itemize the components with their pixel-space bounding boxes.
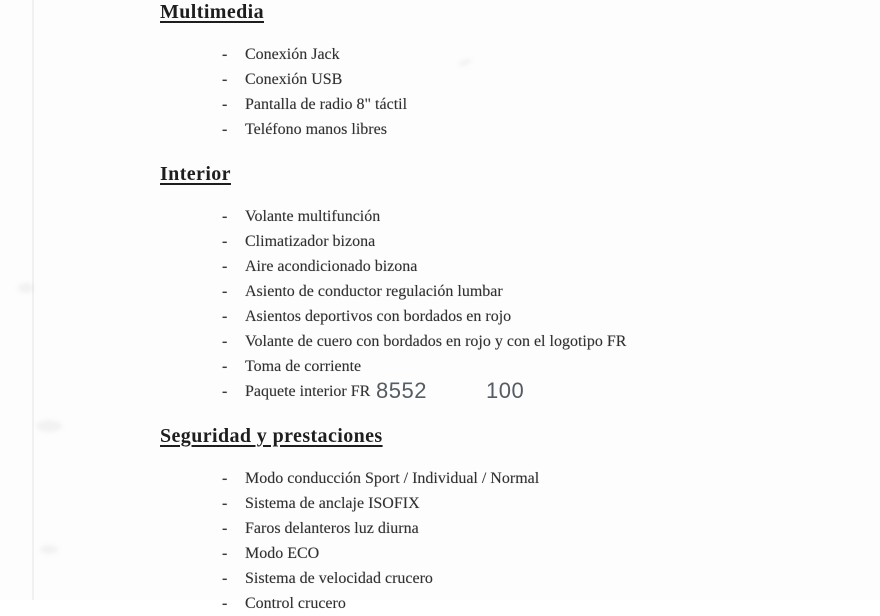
list-item xyxy=(160,42,740,67)
dash-bullet-icon: - xyxy=(222,208,228,225)
list-item-label: Teléfono manos libres xyxy=(245,121,387,138)
list-item xyxy=(160,566,740,591)
list-item-label: Paquete interior FR xyxy=(245,383,371,400)
dash-bullet-icon: - xyxy=(222,308,228,325)
dash-bullet-icon: - xyxy=(222,570,228,587)
scan-artifact-smudge xyxy=(40,545,58,554)
list-item-label: Sistema de anclaje ISOFIX xyxy=(245,495,420,512)
dash-bullet-icon: - xyxy=(222,283,228,300)
dash-bullet-icon: - xyxy=(222,121,228,138)
section-item-list xyxy=(160,202,740,404)
list-item xyxy=(160,516,740,541)
list-item-label: Conexión Jack xyxy=(245,46,340,63)
dash-bullet-icon: - xyxy=(222,258,228,275)
list-item-label: Asiento de conductor regulación lumbar xyxy=(245,283,503,300)
list-item xyxy=(160,354,740,379)
list-item-label: Toma de corriente xyxy=(245,358,362,375)
dash-bullet-icon: - xyxy=(222,358,228,375)
document-section xyxy=(160,0,740,142)
dash-bullet-icon: - xyxy=(222,46,228,63)
list-item-label: Aire acondicionado bizona xyxy=(245,258,418,275)
list-item xyxy=(160,329,740,354)
list-item xyxy=(160,491,740,516)
scan-artifact-smudge xyxy=(18,283,34,293)
document-section xyxy=(160,424,740,616)
list-item xyxy=(160,466,740,491)
list-item xyxy=(160,279,740,304)
scan-artifact-smudge xyxy=(36,420,62,432)
dash-bullet-icon: - xyxy=(222,233,228,250)
list-item-label: Volante multifunción xyxy=(245,208,381,225)
document-section xyxy=(160,162,740,404)
list-item-label: Climatizador bizona xyxy=(245,233,376,250)
list-item xyxy=(160,304,740,329)
dash-bullet-icon: - xyxy=(222,383,228,400)
dash-bullet-icon: - xyxy=(222,495,228,512)
list-item xyxy=(160,229,740,254)
dash-bullet-icon: - xyxy=(222,545,228,562)
list-item xyxy=(160,254,740,279)
list-item-label: Modo ECO xyxy=(245,545,320,562)
list-item xyxy=(160,67,740,92)
dash-bullet-icon: - xyxy=(222,470,228,487)
dash-bullet-icon: - xyxy=(222,333,228,350)
list-item xyxy=(160,379,740,404)
list-item-label: Asientos deportivos con bordados en rojo xyxy=(245,308,512,325)
section-heading: Seguridad y prestaciones xyxy=(160,425,383,447)
list-item-label: Modo conducción Sport / Individual / Normal xyxy=(245,470,540,487)
section-heading: Interior xyxy=(160,163,231,185)
list-item xyxy=(160,591,740,616)
document-body xyxy=(160,0,740,616)
list-item-label: Volante de cuero con bordados en rojo y con el logotipo FR xyxy=(245,333,627,350)
list-item xyxy=(160,117,740,142)
list-item xyxy=(160,541,740,566)
dash-bullet-icon: - xyxy=(222,595,228,612)
list-item-label: Control crucero xyxy=(245,595,346,612)
list-item-label: Pantalla de radio 8" táctil xyxy=(245,96,408,113)
section-item-list xyxy=(160,464,740,616)
list-item-label: Conexión USB xyxy=(245,71,343,88)
list-item-label: Faros delanteros luz diurna xyxy=(245,520,419,537)
section-heading: Multimedia xyxy=(160,1,264,23)
list-item xyxy=(160,204,740,229)
stamp-number-right: 100 xyxy=(486,378,525,403)
dash-bullet-icon: - xyxy=(222,71,228,88)
list-item-label: Sistema de velocidad crucero xyxy=(245,570,433,587)
dash-bullet-icon: - xyxy=(222,96,228,113)
section-item-list xyxy=(160,40,740,142)
stamp-number-left: 8552 xyxy=(376,378,427,403)
list-item xyxy=(160,92,740,117)
dash-bullet-icon: - xyxy=(222,520,228,537)
scan-artifact-vertical-line xyxy=(32,0,34,600)
